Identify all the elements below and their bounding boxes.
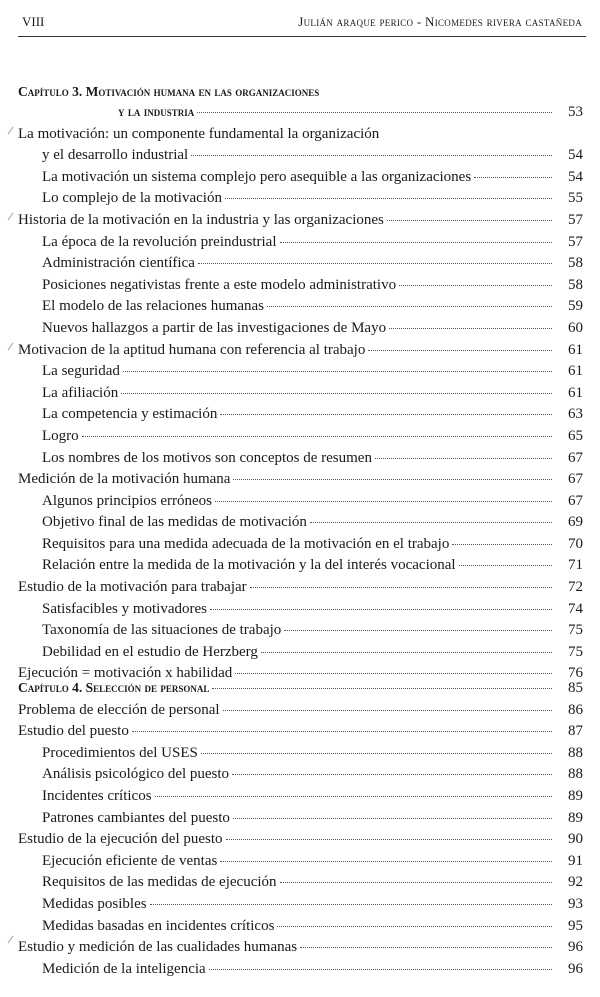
toc-entry-title: Taxonomía de las situaciones de trabajo [42,622,282,639]
toc-entry-title: Algunos principios erróneos [42,492,212,509]
toc-entry-page: 60 [568,319,583,336]
toc-entry [18,745,583,767]
toc-entry-page: 67 [568,449,583,466]
toc-entry [18,147,583,169]
toc-entry-title: Medición de la inteligencia [42,960,206,977]
toc-entry [18,212,583,234]
leader-dots [389,328,552,329]
leader-dots [132,731,552,732]
toc-entry-title: Estudio de la ejecución del puesto [18,831,223,848]
toc-entry-page: 70 [568,535,583,552]
toc-entry-title: La afiliación [42,384,119,401]
toc-entry-page: 74 [568,600,583,617]
toc-entry [18,831,583,853]
leader-dots [267,306,552,307]
toc-entry-page: 95 [568,917,583,934]
leader-dots [310,522,552,523]
toc-entry-title: Logro [42,427,79,444]
toc-entry-title: Administración científica [42,255,195,272]
toc-entry [18,493,583,515]
toc-entry-page: 54 [568,168,583,185]
toc-entry-page: 69 [568,514,583,531]
toc-entry [18,514,583,536]
toc-entry [18,896,583,918]
toc-entry-title: y el desarrollo industrial [42,147,189,164]
leader-dots [387,220,552,221]
toc-entry [18,918,583,940]
leader-dots [474,177,552,178]
leader-dots [210,609,552,610]
chapter-4-page: 85 [568,680,583,696]
toc-entry-page: 67 [568,492,583,509]
toc-entry [18,766,583,788]
toc-entry [18,723,583,745]
toc-entry [18,644,583,666]
leader-dots [198,263,552,264]
toc-entry [18,428,583,450]
toc-entry [18,961,583,983]
leader-dots [150,904,552,905]
running-header [22,14,582,34]
toc-entry [18,190,583,212]
toc-entry-title: La motivación un sistema complejo pero asequible a las organizaciones [42,168,472,185]
toc-entry-title: Problema de elección de personal [18,701,220,718]
toc-entry-title: La competencia y estimación [42,406,218,423]
toc-entry-title: Estudio y medición de las cualidades humanas [18,939,298,956]
toc-entry [18,788,583,810]
toc-entry-page: 57 [568,233,583,250]
toc-entry-title: El modelo de las relaciones humanas [42,298,265,315]
toc-entry-page: 75 [568,643,583,660]
chapter-3-title-line2 [18,104,583,126]
page-label: VIII [22,14,45,29]
toc-entry-title: Ejecución = motivación x habilidad [18,665,233,682]
toc-entry-page: 89 [568,809,583,826]
leader-dots [277,926,552,927]
leader-dots [235,673,552,674]
toc-entry-title: Motivacion de la aptitud humana con referencia al trabajo [18,341,366,358]
toc-entry-page: 90 [568,831,583,848]
leader-dots [121,393,552,394]
toc-entry-title: La época de la revolución preindustrial [42,233,277,250]
toc-entry-title: La motivación: un componente fundamental la organización [18,125,380,142]
toc-entry-title: Ejecución eficiente de ventas [42,852,218,869]
toc-entry-page: 61 [568,363,583,380]
toc-entry-title: Medidas basadas en incidentes críticos [42,917,275,934]
toc-entry-title: Los nombres de los motivos son conceptos de resumen [42,449,372,466]
leader-dots [459,565,552,566]
pencil-mark-icon [8,343,14,351]
toc-entry-title: Patrones cambiantes del puesto [42,809,230,826]
chapter-3-block [18,84,583,687]
leader-dots [215,501,552,502]
toc-entry-page: 96 [568,939,583,956]
pencil-mark-icon [8,213,14,221]
leader-dots [280,882,552,883]
toc-entry-page: 61 [568,384,583,401]
chapter-3-entries [18,126,583,687]
leader-dots [233,818,552,819]
toc-entry-title: Procedimientos del USES [42,744,198,761]
toc-entry [18,853,583,875]
leader-dots [233,479,552,480]
toc-entry-page: 88 [568,744,583,761]
chapter-3-page: 53 [568,104,583,120]
leader-dots [261,652,552,653]
leader-dots [250,587,552,588]
leader-dots [155,796,552,797]
leader-dots [300,947,552,948]
authors-header: Julián araque perico - Nicomedes rivera castañeda [298,14,582,29]
toc-entry [18,471,583,493]
toc-entry [18,601,583,623]
toc-entry-page: 67 [568,471,583,488]
toc-entry-title: Posiciones negativistas frente a este modelo administrativo [42,276,397,293]
leader-dots [209,969,552,970]
leader-dots [191,155,552,156]
toc-entry-page: 58 [568,276,583,293]
header-rule [18,36,586,37]
toc-entry-title: Nuevos hallazgos a partir de las investigaciones de Mayo [42,319,387,336]
toc-entry-page: 71 [568,557,583,574]
toc-entry-title: Requisitos de las medidas de ejecución [42,874,277,891]
toc-entry-page: 59 [568,298,583,315]
toc-entry-title: Debilidad en el estudio de Herzberg [42,643,258,660]
toc-entry-title: Satisfacibles y motivadores [42,600,207,617]
leader-dots [232,774,552,775]
leader-dots [280,242,553,243]
leader-dots [375,458,552,459]
chapter-4-block [18,680,583,982]
toc-entry [18,277,583,299]
toc-entry-title: Historia de la motivación en la industria y las organizaciones [18,211,384,228]
toc-entry-title: Estudio del puesto [18,723,129,740]
toc-entry-page: 65 [568,427,583,444]
toc-entry [18,450,583,472]
toc-entry [18,320,583,342]
toc-entry [18,810,583,832]
toc-entry-page: 58 [568,255,583,272]
toc-entry-title: Medidas posibles [42,895,147,912]
toc-entry [18,622,583,644]
toc-entry [18,363,583,385]
toc-entry [18,255,583,277]
toc-entry [18,536,583,558]
leader-dots [212,688,552,689]
leader-dots [82,436,552,437]
toc-entry-page: 72 [568,579,583,596]
pencil-mark-icon [8,936,14,944]
toc-entry-page: 89 [568,787,583,804]
toc-entry-page: 86 [568,701,583,718]
toc-entry-title: Medición de la motivación humana [18,471,231,488]
leader-dots [123,371,552,372]
toc-entry [18,579,583,601]
toc-entry-title: La seguridad [42,363,120,380]
toc-entry-page: 93 [568,895,583,912]
toc-entry-page: 55 [568,190,583,207]
chapter-3-title-cont: y la industria [118,104,195,119]
toc-entry [18,126,583,148]
toc-entry-title: Requisitos para una medida adecuada de la motivación en el trabajo [42,535,450,552]
leader-dots [226,839,552,840]
toc-entry-title: Lo complejo de la motivación [42,190,222,207]
toc-entry [18,385,583,407]
leader-dots [197,112,552,113]
toc-entry-page: 63 [568,406,583,423]
toc-entry-page: 57 [568,211,583,228]
toc-entry [18,874,583,896]
leader-dots [223,710,552,711]
toc-entry-page: 92 [568,874,583,891]
toc-entry [18,557,583,579]
toc-entry-title: Análisis psicológico del puesto [42,766,230,783]
leader-dots [225,198,552,199]
toc-entry-page: 91 [568,852,583,869]
leader-dots [220,861,552,862]
toc-entry [18,702,583,724]
leader-dots [220,414,552,415]
toc-entry-title: Estudio de la motivación para trabajar [18,579,247,596]
toc-entry-title: Incidentes críticos [42,787,152,804]
toc-entry-page: 88 [568,766,583,783]
chapter-3-title: Capítulo 3. Motivación humana en las organizaciones [18,84,320,99]
toc-entry [18,406,583,428]
toc-entry-title: Objetivo final de las medidas de motivación [42,514,307,531]
toc-entry [18,298,583,320]
leader-dots [452,544,552,545]
toc-entry-page: 96 [568,960,583,977]
chapter-4-title: Capítulo 4. Selección de personal [18,680,210,695]
toc-entry-page: 54 [568,147,583,164]
leader-dots [368,350,552,351]
toc-entry-page: 87 [568,723,583,740]
toc-entry-page: 76 [568,665,583,682]
toc-entry [18,342,583,364]
leader-dots [284,630,552,631]
toc-entry-page: 61 [568,341,583,358]
toc-entry-page: 75 [568,622,583,639]
leader-dots [399,285,552,286]
leader-dots [201,753,552,754]
toc-entry [18,234,583,256]
toc-entry [18,939,583,961]
toc-entry [18,169,583,191]
chapter-4-heading [18,680,583,702]
chapter-4-entries [18,702,583,983]
toc-entry-title: Relación entre la medida de la motivación y la del interés vocacional [42,557,456,574]
pencil-mark-icon [8,127,14,135]
